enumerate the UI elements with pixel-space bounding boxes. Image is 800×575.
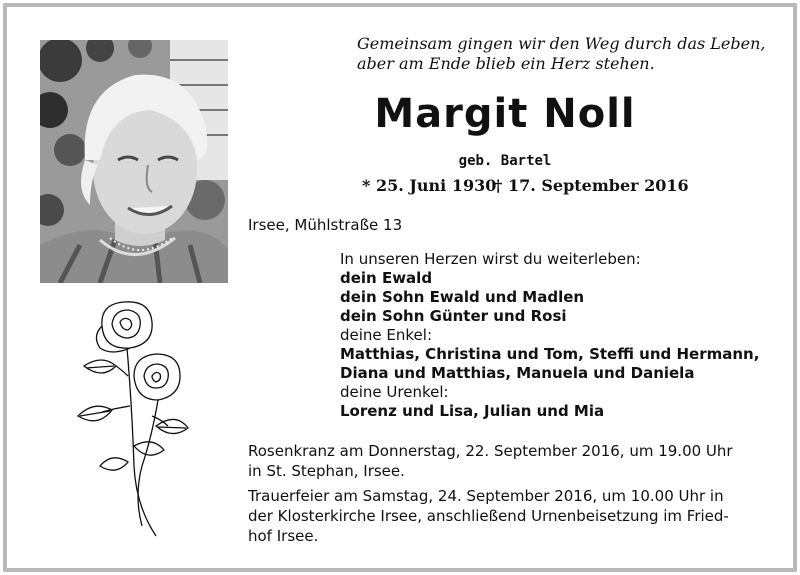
rosary-notice [248, 441, 778, 481]
motto [357, 34, 777, 74]
death-date: † 17. September 2016 [494, 176, 689, 195]
mourners-intro: In unseren Herzen wirst du weiterleben: [340, 250, 641, 268]
great-grandchildren-names: Lorenz und Lisa, Julian und Mia [340, 402, 605, 420]
funeral-line: Trauerfeier am Samstag, 24. September 2016, um 10.00 Uhr in [248, 487, 724, 505]
motto-line: Gemeinsam gingen wir den Weg durch das Leben, [357, 34, 766, 53]
funeral-line: hof Irsee. [248, 527, 319, 545]
grandchildren-label: deine Enkel: [340, 326, 433, 344]
birth-date: * 25. Juni 1930 [362, 176, 497, 195]
mourner-son: dein Sohn Günter und Rosi [340, 307, 567, 325]
great-grandchildren-label: deine Urenkel: [340, 383, 449, 401]
grandchildren-names: Matthias, Christina und Tom, Steffi und Hermann, [340, 345, 760, 363]
funeral-line: der Klosterkirche Irsee, anschließend Urnenbeisetzung im Fried- [248, 507, 729, 525]
rose-drawing [72, 296, 194, 544]
address: Irsee, Mühlstraße 13 [248, 216, 403, 234]
maiden-name: geb. Bartel [458, 153, 552, 169]
mourner-husband: dein Ewald [340, 269, 433, 287]
rosary-line: Rosenkranz am Donnerstag, 22. September 2016, um 19.00 Uhr [248, 442, 733, 460]
deceased-name: Margit Noll [374, 91, 636, 137]
portrait-photo [40, 40, 228, 283]
grandchildren-names: Diana und Matthias, Manuela und Daniela [340, 364, 695, 382]
mourner-son: dein Sohn Ewald und Madlen [340, 288, 585, 306]
motto-line: aber am Ende blieb ein Herz stehen. [357, 54, 655, 73]
rosary-line: in St. Stephan, Irsee. [248, 462, 405, 480]
funeral-notice [248, 486, 778, 546]
mourners-list [340, 250, 780, 421]
